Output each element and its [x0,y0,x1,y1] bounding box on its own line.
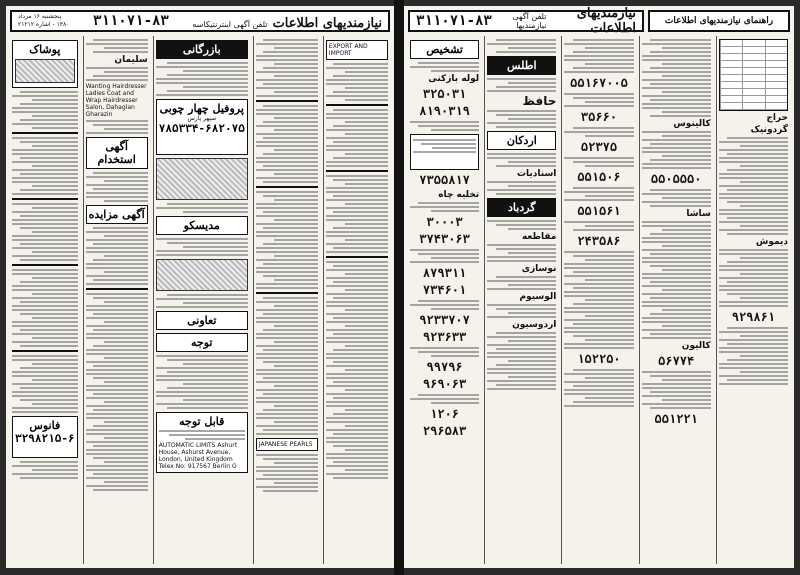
ad-japanese [256,438,318,451]
phone-14: ۹۹۷۹۶ [426,360,463,374]
english-address: AUTOMATIC LIMITS Ashurt House, Ashurst Avenue, London, United Kingdom Telex No: 917567 Berlin G [158,442,238,470]
ardakan-label: اردکان [506,134,537,147]
ad-atlas [487,56,556,75]
estekhdam-label: آگهی استخدام [97,140,136,166]
japanese-label: JAPANESE PEARLS [258,441,313,448]
right-col-2 [639,36,713,564]
phone-19: ۹۲۳۶۳۳ [422,330,467,344]
phone-7: ۳۵۶۶۰ [580,110,618,124]
phone-10: ۵۵۰۵۵۵۰ [650,172,702,186]
right-masthead-phone: ۳۱۱۰۷۱-۸۳ [416,13,492,29]
sepehr-headline: پروفیل چهار چوبی [159,102,244,115]
ad-ardakan [487,131,556,150]
left-date-line-2: ۱۳۸۰ - اشاره ۲۱۲۱۲ [18,21,70,28]
ad-gerdbad [487,198,556,217]
left-columns [10,36,390,564]
booshak-label: پوشاک [29,43,61,56]
ad-taavoni [156,311,248,330]
phone-22: ۵۶۷۷۴ [658,354,695,368]
phone-15: ۹۶۹۰۶۳ [422,377,467,391]
english-block: Wanting Hairdresser Ladies Coat and Wrap Hairdresser Salon, Dahaglan Gharazin [85,83,147,118]
ad-fanoos [12,416,78,458]
phone-16: ۸۷۹۳۱۱ [422,266,467,280]
ad-image-pot [156,158,248,200]
ad-sepehr [156,99,248,155]
right-columns [408,36,790,564]
ad-booshak [12,40,78,88]
phone-3: ۷۳۵۵۸۱۷ [419,173,470,187]
guide-table [719,39,788,111]
phone-5: ۳۷۴۳۰۶۳ [419,232,470,246]
left-masthead-subtitle: تلفن آگهی اینترنتیکاسه [192,19,268,29]
right-guide-header [648,10,790,32]
haraj-heading: حراج [766,113,788,123]
phone-8: ۵۲۳۷۵ [580,140,618,154]
atlas-label: اطلس [507,59,537,72]
export-label: EXPORT AND IMPORT [328,43,368,57]
sepehr-sub: سپهر پارس [187,115,217,122]
bottom-phone: ۲۹۶۵۸۳ [422,424,467,438]
moghatele-heading: مقاطعه [521,232,557,242]
ad-mozayede [86,205,148,224]
dimuch-heading: دیموش [755,237,788,247]
sasha-heading: ساشا [686,209,711,219]
gerdbad-label: گردباد [508,201,536,214]
phone-18: ۹۲۳۳۷۰۷ [419,313,470,327]
phone-17: ۷۳۴۶۰۱ [422,283,467,297]
lole-heading: لوله بازکنی [428,74,480,84]
ad-tashvigh [410,40,479,59]
ad-box-1 [410,134,479,170]
kalyun-heading: کالیون [681,341,711,351]
arduzion-heading: اردوسیون [512,320,557,330]
guide-title: راهنمای نیازمندیهای اطلاعات [664,16,774,26]
left-masthead-title: نیازمندیهای اطلاعات [272,15,382,31]
ad-medisco [156,216,248,235]
phone-21: ۹۲۹۸۶۱ [731,310,776,324]
left-col-3 [153,36,250,564]
phone-9: ۵۵۱۵۰۶ [577,170,621,184]
ad-image-cartoon [156,259,248,291]
booshak-image [15,59,75,83]
vasil-heading: الوسیوم [519,292,557,302]
phone-2: ۳۲۵۰۳۱ [422,87,467,101]
kalinos-heading: کالینوس [673,119,711,129]
mozayede-label: آگهی مزایده [88,208,145,221]
left-newspaper-page [6,6,394,568]
qabel-tavajoh-label: قابل توجه [179,415,225,428]
right-masthead-subtitle: تلفن آگهی نیازمندیها [512,12,547,30]
page-gutter [394,0,404,575]
fanoos-phone: ۳۲۹۸۲۱۵-۶ [15,432,75,445]
gardanik-heading: گردونیک [750,125,788,135]
phone-1: ۸۱۹۰۳۱۹ [419,104,470,118]
right-col-1 [716,36,790,564]
left-masthead-phone: ۳۱۱۰۷۱-۸۳ [93,13,169,29]
medisco-label: مدیسکو [183,219,220,232]
left-col-4 [83,36,150,564]
asnad-heading: اسنادیات [516,169,557,179]
phone-20: ۵۵۱۲۲۱ [654,412,698,426]
right-masthead-title: نیازمندیهای اطلاعات [576,6,636,36]
taavoni-label: تعاونی [187,314,217,327]
phone-13: ۱۵۲۲۵۰ [577,352,621,366]
phone-12: ۲۴۳۵۸۶ [577,234,621,248]
phone-23: ۱۲۰۶ [430,407,460,421]
phone-11: ۵۵۱۵۶۱ [577,204,621,218]
ad-tavajoh [156,333,248,352]
ad-bazargani [156,40,248,59]
ad-qabel-tavajoh [156,412,248,473]
hafez-heading: حافظ [522,94,557,108]
sepehr-phone: ۷۸۵۳۳۴-۶۸۲۰۷۵ [158,122,245,135]
left-masthead-date [18,13,69,29]
tahlieh-heading: تخلیه چاه [438,190,480,200]
right-col-5 [408,36,481,564]
left-masthead [10,10,390,32]
tavajoh-label: توجه [191,336,213,349]
right-masthead [408,6,644,36]
right-col-4 [484,36,558,564]
ad-estekhdam [86,137,148,169]
left-date-line-1: پنجشنبه ۱۶ مرداد [18,13,62,20]
tashvigh-label: تشخیص [426,43,463,56]
phone-6: ۵۵۱۶۷۰۰۵ [570,76,628,90]
left-col-1 [323,36,390,564]
fanoos-label: فانوس [29,419,61,432]
left-col-5 [10,36,80,564]
solomon-heading: سلیمان [114,55,148,65]
phone-4: ۳۰۰۰۳ [426,215,463,229]
left-col-2 [253,36,320,564]
ad-export [326,40,388,60]
right-col-3 [561,36,635,564]
nour-heading: نوسازی [521,264,557,274]
right-newspaper-page [404,6,794,568]
bazargani-label: بازرگانی [182,43,221,56]
